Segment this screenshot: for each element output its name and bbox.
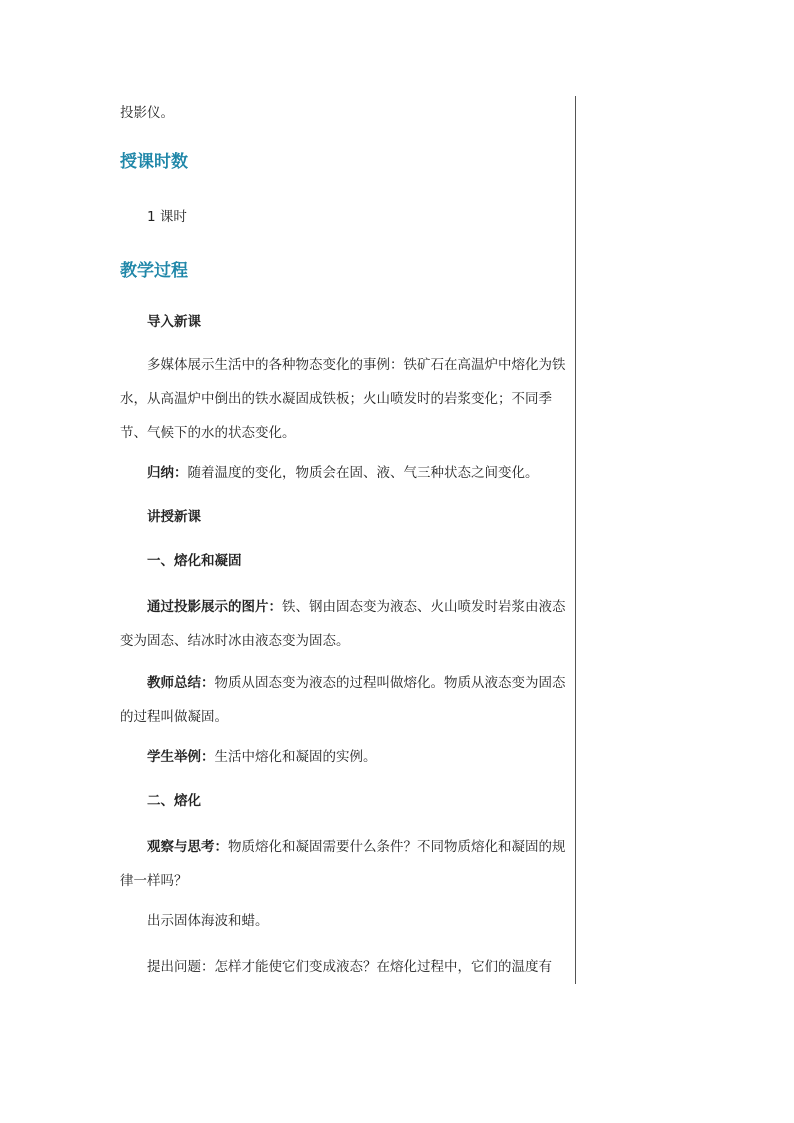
paragraph-student-examples: 学生举例：生活中熔化和凝固的实例。 [147,749,377,765]
paragraph-question: 提出问题：怎样才能使它们变成液态？在熔化过程中，它们的温度有 [147,959,552,975]
subheading-new-lesson: 讲授新课 [147,509,201,525]
paragraph-projector: 投影仪。 [120,105,174,121]
paragraph-projection: 通过投影展示的图片：铁、钢由固态变为液态、火山喷发时岩浆由液态变为固态、结冰时冰由液态变为固态。 [120,599,566,649]
section-title-melting: 二、熔化 [147,793,201,809]
section-title-melt-solidify: 一、熔化和凝固 [147,553,242,569]
heading-teaching-process: 教学过程 [120,261,188,281]
heading-class-hours: 授课时数 [120,152,188,172]
subheading-intro: 导入新课 [147,314,201,330]
paragraph-show-solids: 出示固体海波和蜡。 [147,913,269,929]
paragraph-teacher-summary: 教师总结：物质从固态变为液态的过程叫做熔化。物质从液态变为固态的过程叫做凝固。 [120,675,566,725]
paragraph-summary: 归纳：随着温度的变化，物质会在固、液、气三种状态之间变化。 [147,465,539,481]
paragraph-class-hours: 1 课时 [147,209,187,225]
page-margin-rule [575,96,576,984]
paragraph-observe-think: 观察与思考：物质熔化和凝固需要什么条件？不同物质熔化和凝固的规律一样吗？ [120,839,566,889]
paragraph-intro-text: 多媒体展示生活中的各种物态变化的事例：铁矿石在高温炉中熔化为铁水，从高温炉中倒出的铁水凝固成铁板；火山喷发时的岩浆变化；不同季节、气候下的水的状态变化。 [120,357,566,441]
